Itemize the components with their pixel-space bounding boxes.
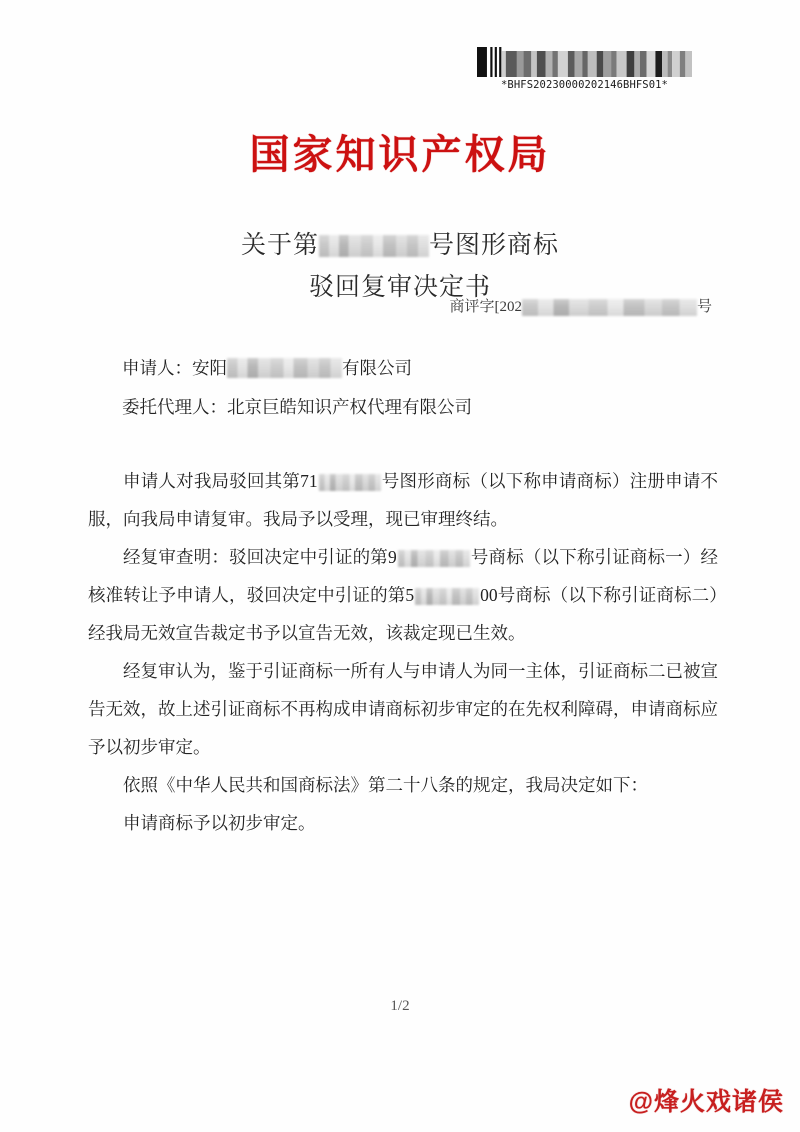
document-title-line-1 — [0, 225, 800, 267]
title-prefix-text: 关于第 — [240, 232, 319, 259]
watermark: @烽火戏诸侯 — [628, 1088, 784, 1116]
title-suffix-text: 号图形商标 — [429, 232, 560, 259]
applicant-name-suffix: 有限公司 — [342, 358, 412, 378]
redaction-block-doc-number — [522, 299, 697, 316]
p2-text-b: 号商标（以下称引证商标一）经核准转让予申请人，驳回决定中引证的第5 — [88, 547, 719, 605]
redaction-block-applicant-name — [227, 358, 342, 378]
barcode-text: *BHFS20230000202146BHFS01* — [501, 79, 668, 91]
doc-number-suffix: 号 — [696, 299, 712, 315]
body-paragraph-1 — [88, 462, 718, 538]
p2-text-a: 经复审查明：驳回决定中引证的第9 — [123, 547, 397, 567]
barcode-block — [477, 47, 692, 91]
redaction-block-cited-mark-one — [398, 550, 470, 567]
applicant-line — [122, 355, 412, 381]
agent-line — [122, 394, 472, 420]
body-paragraph-3: 经复审认为，鉴于引证商标一所有人与申请人为同一主体，引证商标二已被宣告无效，故上述引证商标不再构成申请商标初步审定的在先权利障碍，申请商标应予以初步审定。 — [88, 661, 718, 757]
page-title: 国家知识产权局 — [249, 132, 551, 177]
document-title-line-2: 驳回复审决定书 — [308, 274, 491, 301]
doc-number-prefix: 商评字[202 — [449, 299, 522, 315]
barcode-image — [477, 47, 692, 77]
p2-text-c: 00号商标（以下称引证商标二）经我局无效宣告裁定书予以宣告无效，该裁定现已生效。 — [88, 585, 719, 643]
agent-label: 委托代理人： — [122, 397, 227, 417]
applicant-name-prefix: 安阳 — [192, 358, 227, 378]
body-paragraph-5: 申请商标予以初步审定。 — [123, 813, 316, 833]
agent-name: 北京巨皓知识产权代理有限公司 — [227, 397, 472, 417]
page-number: 1/2 — [390, 998, 410, 1014]
redaction-block-trademark-number — [319, 235, 429, 257]
document-body — [88, 462, 718, 842]
body-paragraph-2 — [88, 538, 718, 652]
p1-text-b: 号图形商标（以下称申请商标）注册申请不服，向我局申请复审。我局予以受理，现已审理终结。 — [88, 471, 719, 529]
document-reference-number — [449, 296, 712, 318]
redaction-block-application-number — [319, 474, 381, 491]
body-paragraph-4: 依照《中华人民共和国商标法》第二十八条的规定，我局决定如下： — [123, 775, 648, 795]
redaction-block-cited-mark-two — [415, 588, 479, 605]
applicant-label: 申请人： — [122, 358, 192, 378]
p1-text-a: 申请人对我局驳回其第71 — [123, 471, 318, 491]
